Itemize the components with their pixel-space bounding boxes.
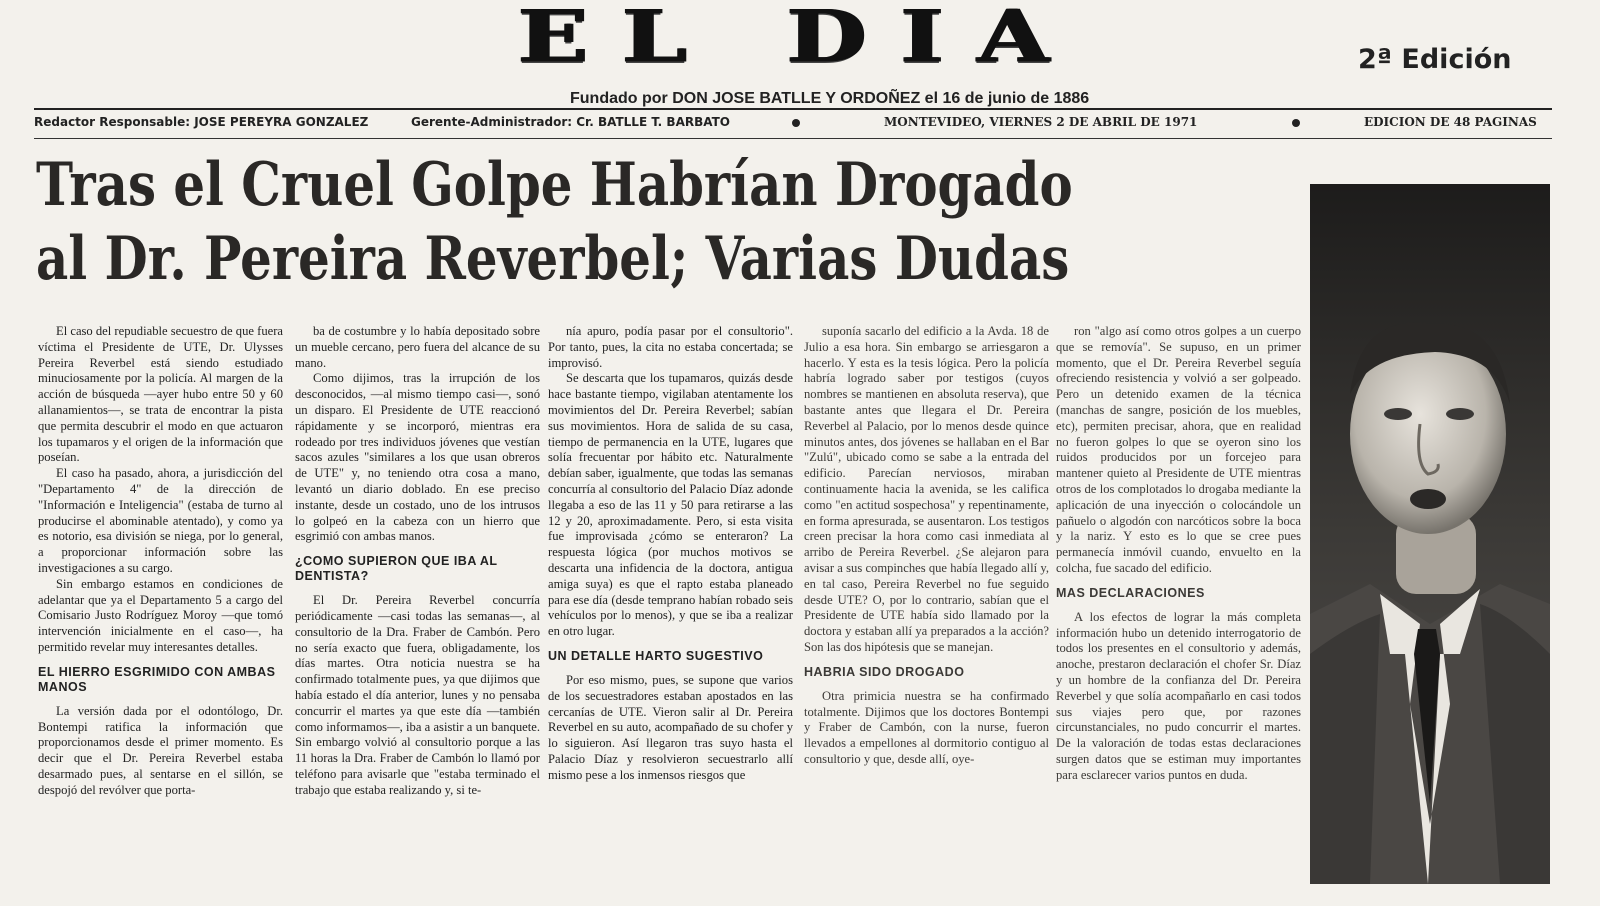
newspaper-logo: EL DIA [517,0,1083,79]
paragraph: El Dr. Pereira Reverbel concurría periódicamente —casi todas las semanas—, al consultorio de la Dra. Fraber de Cambón. Pero no sería exacto que fuera, obligadamente, los días martes. Otra noticia nuestra se ha confirmado totalmente pues, ya que dijimos que había estado el día anterior, lunes y no pensaba concurrir el martes ya que este día —también como informamos—, iba a asistir a un banquete. Sin embargo volvió al consultorio porque a las 11 horas la Dra. Fraber de Cambón lo llamó por teléfono para avisarle que "estaba terminado el trabajo que estaba realizando y, si te- [295,593,540,797]
article-column-1 [38,324,283,902]
masthead [0,0,1600,108]
headline [36,148,1302,296]
paragraph: Se descarta que los tupamaros, quizás desde hace bastante tiempo, vigilaban atentamente los movimientos del Dr. Pereira Reverbel; sabían sus movimientos. Hora de salida de su casa, tiempo de permanencia en la UTE, lugares que solía frecuentar por hábito etc. Naturalmente debían saber, igualmente, que todas las semanas concurría al consultorio del Palacio Díaz adonde llegaba a eso de las 11 y 50 para retirarse a las 12 y 20, aproximadamente. Pero, si esta visita fue improvisada ¿cómo se enteraron? La respuesta lógica (por muchos motivos se descarta una infidencia de la doctora, antigua amiga suya) es que el rapto estaba planeado para ese día (desde temprano habían robado seis vehículos por lo menos), y que se iba a realizar en otro lugar. [548,371,793,639]
paragraph: El caso del repudiable secuestro de que fuera víctima el Presidente de UTE, Dr. Ulysses Pereira Reverbel está siendo estudiado minuciosamente por la policía. Al margen de la acción de búsqueda —ayer hubo entre 50 y 60 allanamientos—, se trata de encontrar la pista que permita descubrir el modo en que actuaron los tupamaros y el origen de la información que poseían. [38,324,283,465]
paragraph: Otra primicia nuestra se ha confirmado totalmente. Dijimos que los doctores Bontempi y Fraber de Cambón, con la nurse, fueron llevados a empellones al dormitorio contiguo al consultorio y que, desde allí, oye- [804,688,1049,766]
subheading: HABRIA SIDO DROGADO [804,664,965,679]
separator-dot-icon [1292,119,1300,127]
dateline: MONTEVIDEO, VIERNES 2 DE ABRIL DE 1971 [884,115,1198,129]
portrait-image [1310,184,1550,884]
subheading: UN DETALLE HARTO SUGESTIVO [548,648,764,663]
headline-line-1: Tras el Cruel Golpe Habrían Drogado [36,150,1073,220]
article-column-2 [295,324,540,902]
article-column-3 [548,324,793,902]
article-column-4 [804,324,1049,902]
paragraph: Sin embargo estamos en condiciones de adelantar que ya el Departamento 5 a cargo del Comisario Justo Rodríguez Moroy —que tomó intervención inicialmente en el caso—, ha permitido revelar muy interesantes detalles. [38,576,283,654]
headline-line-2: al Dr. Pereira Reverbel; Varias Dudas [36,224,1070,294]
info-bar [34,112,1552,134]
paragraph: Como dijimos, tras la irrupción de los desconocidos, —al mismo tiempo casi—, sonó un disparo. El Presidente de UTE reaccionó rápidamente y se incorporó, mientras era rodeado por tres individuos jóvenes que vestían sacos azules "similares a los que usan obreros de UTE" y, no teniendo otra cosa a mano, levantó un diario doblado. En ese preciso instante, desde un costado, uno de los intrusos lo golpeó en la cabeza con un hierro que esgrimió con ambas manos. [295,371,540,544]
paragraph: suponía sacarlo del edificio a la Avda. 18 de Julio a esa hora. Sin embargo se arriesgaron a hacerlo. Y esta es la tesis lógica. Pero la policía habría logrado saber por testigos (cuyos nombres se mantienen en absoluta reserva), que bastante antes que llegara el Dr. Pereira Reverbel al Palacio, por lo menos desde quince minutos antes, dos jóvenes se hallaban en el Bar "Zulú", ubicado como se sabe a la entrada del edificio. Parecían nerviosos, miraban continuamente hacia la avenida, se les califica como "en actitud sospechosa" y repentinamente, en forma apresurada, se ausentaron. Los testigos creen precisar la hora como casi inmediata al arribo de Pereira Reverbel. ¿Se alejaron para avisar a sus compinches que había llegado allí y, en tal caso, Pereira Reverbel no fue seguido desde UTE? O, por lo contrario, sabían que el Presidente de UTE había sido llamado por la doctora y estaban allí ya preparados a la acción? Son las dos hipótesis que se manejan. [804,324,1049,654]
infobar-rule [34,138,1552,139]
paragraph: La versión dada por el odontólogo, Dr. Bontempi ratifica la información que proporcionamos desde el primer momento. Es decir que el Dr. Pereira Reverbel estaba desarmado pues, al sentarse en el sillón, se despojó del revólver que porta- [38,703,283,797]
manager-credit: Gerente-Administrador: Cr. BATLLE T. BARBATO [411,115,730,129]
paragraph: El caso ha pasado, ahora, a jurisdicción del "Departamento 4" de la dirección de "Información e Inteligencia" (estaba de turno al producirse el abominable atentado), y como ya es notorio, esa división se niega, por lo general, a proporcionar información sobre las investigaciones a su cargo. [38,466,283,575]
subheading: ¿COMO SUPIERON QUE IBA AL DENTISTA? [295,554,498,584]
paragraph: ba de costumbre y lo había depositado sobre un mueble cercano, pero fuera del alcance de su mano. [295,324,540,370]
paragraph: ron "algo así como otros golpes a un cuerpo que se removía". Se supuso, en un primer momento, que el Dr. Pereira Reverbel seguía ofreciendo resistencia y volvió a ser golpeado. Pero un detenido examen de la técnica (manchas de sangre, posición de los muebles, etc), permiten precisar, ahora, que en realidad no fueron golpes lo que se oyeron sino los ruidos producidos por un forcejeo para mantener quieto al Presidente de UTE mientras otros de los complotados lo drogaba mediante la aplicación de una inyección o colocándole un pañuelo o algodón con narcóticos sobre la boca y la nariz. Y esto es lo que se cree pues permanecía inmóvil cuando, envuelto en la colcha, fue sacado del edificio. [1056,324,1301,575]
masthead-rule [34,108,1552,110]
paragraph: Por eso mismo, pues, se supone que varios de los secuestradores estaban apostados en las cercanías de UTE. Vieron salir al Dr. Pereira Reverbel en su auto, acompañado de su chofer y lo siguieron. Así llegaron tras suyo hasta el Palacio Díaz y resolvieron secuestrarlo allí mismo pese a los inmensos riesgos que [548,672,793,782]
founded-line: Fundado por DON JOSE BATLLE Y ORDOÑEZ el 16 de junio de 1886 [570,90,1090,107]
separator-dot-icon [792,119,800,127]
subheading: EL HIERRO ESGRIMIDO CON AMBAS MANOS [38,664,276,694]
portrait-photo [1310,184,1550,884]
edition-label: 2ª Edición [1358,44,1512,75]
paragraph: nía apuro, podía pasar por el consultorio". Por tanto, pues, la cita no estaba concertada; se improvisó. [548,324,793,370]
subheading: MAS DECLARACIONES [1056,585,1205,600]
paragraph: A los efectos de lograr la más completa información hubo un detenido interrogatorio de todos los presentes en el consultorio y además, anoche, prestaron declaración el chofer Sr. Díaz y un hombre de la confianza del Dr. Pereira Reverbel y que solía acompañarlo en casi todos sus viajes pero que, por razones circunstanciales, no pudo concurrir el martes. De la valoración de todas estas declaraciones surgen datos que se estiman muy importantes para esclarecer varios puntos en duda. [1056,609,1301,782]
editor-credit: Redactor Responsable: JOSE PEREYRA GONZALEZ [34,115,369,129]
article-column-5 [1056,324,1301,902]
page-count: EDICION DE 48 PAGINAS [1364,115,1537,129]
